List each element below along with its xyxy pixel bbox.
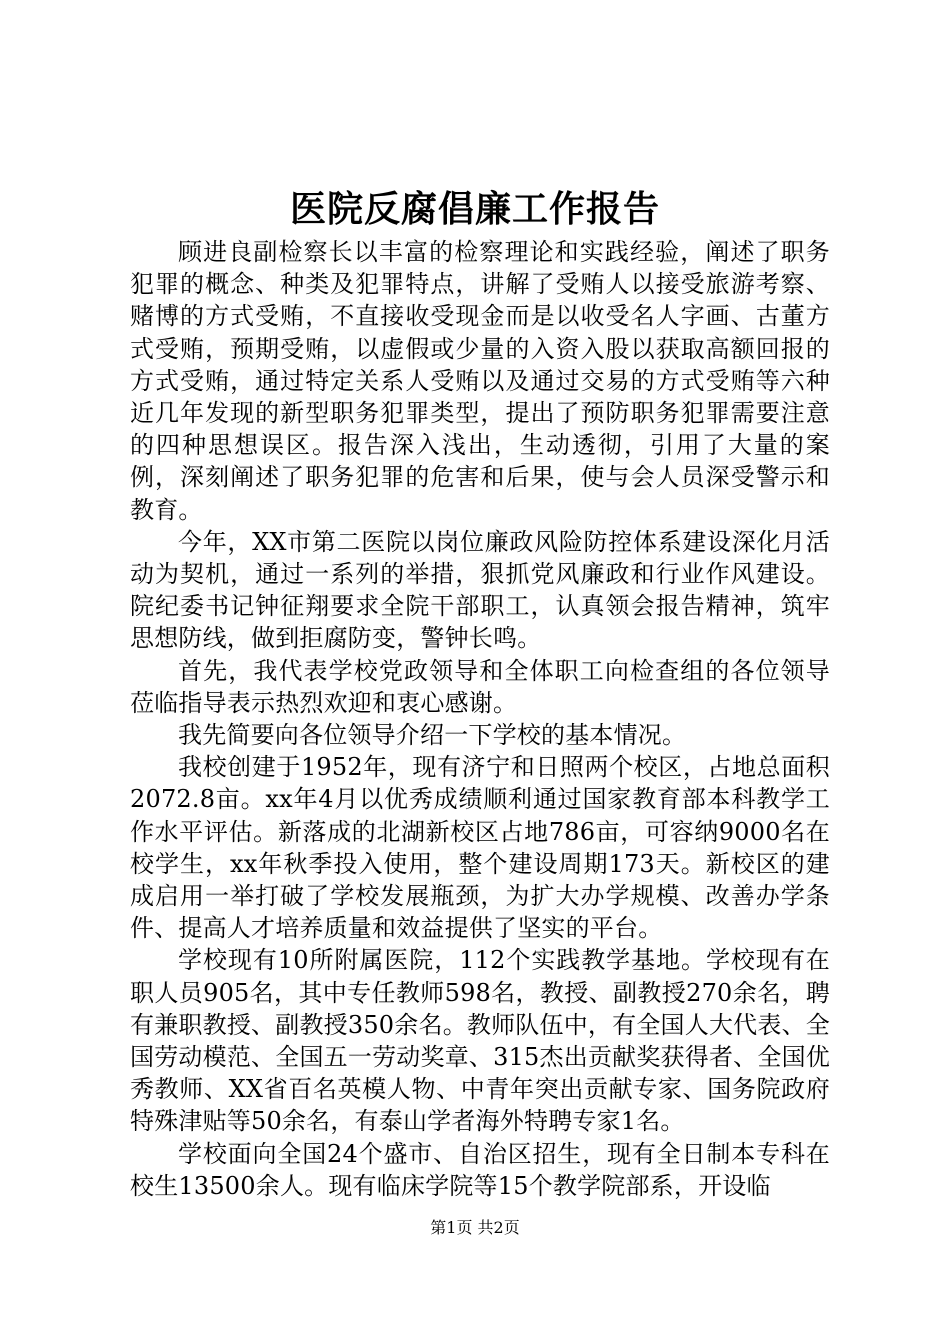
document-body [130,236,830,1202]
paragraph-1: 顾进良副检察长以丰富的检察理论和实践经验，阐述了职务犯罪的概念、种类及犯罪特点，讲解了受贿人以接受旅游考察、赌博的方式受贿，不直接收受现金而是以收受名人字画、古董方式受贿，预期受贿，以虚假或少量的入资入股以获取高额回报的方式受贿，通过特定关系人受贿以及通过交易的方式受贿等六种近几年发现的新型职务犯罪类型，提出了预防职务犯罪需要注意的四种思想误区。报告深入浅出，生动透彻，引用了大量的案例，深刻阐述了职务犯罪的危害和后果，使与会人员深受警示和教育。 [130,238,830,524]
page-footer: 第1页 共2页 [430,1218,520,1237]
paragraph-3: 首先，我代表学校党政领导和全体职工向检查组的各位领导莅临指导表示热烈欢迎和衷心感谢。 [130,656,830,717]
paragraph-2: 今年，XX市第二医院以岗位廉政风险防控体系建设深化月活动为契机，通过一系列的举措，狠抓党风廉政和行业作风建设。院纪委书记钟征翔要求全院干部职工，认真领会报告精神，筑牢思想防线，做到拒腐防变，警钟长鸣。 [130,527,830,653]
paragraph-5: 我校创建于1952年，现有济宁和日照两个校区，占地总面积2072.8亩。xx年4月以优秀成绩顺利通过国家教育部本科教学工作水平评估。新落成的北湖新校区占地786亩，可容纳9000名在校学生，xx年秋季投入使用，整个建设周期173天。新校区的建成启用一举打破了学校发展瓶颈，为扩大办学规模、改善办学条件、提高人才培养质量和效益提供了坚实的平台。 [130,753,830,943]
paragraph-7: 学校面向全国24个盛市、自治区招生，现有全日制本专科在校生13500余人。现有临床学院等15个教学院部系，开设临 [130,1139,830,1200]
paragraph-4: 我先简要向各位领导介绍一下学校的基本情况。 [178,721,687,750]
document-title: 医院反腐倡廉工作报告 [289,188,660,230]
paragraph-6: 学校现有10所附属医院，112个实践教学基地。学校现有在职人员905名，其中专任教师598名，教授、副教授270余名，聘有兼职教授、副教授350余名。教师队伍中，有全国人大代表、全国劳动模范、全国五一劳动奖章、315杰出贡献奖获得者、全国优秀教师、XX省百名英模人物、中青年突出贡献专家、国务院政府特殊津贴等50余名，有泰山学者海外特聘专家1名。 [130,946,830,1136]
